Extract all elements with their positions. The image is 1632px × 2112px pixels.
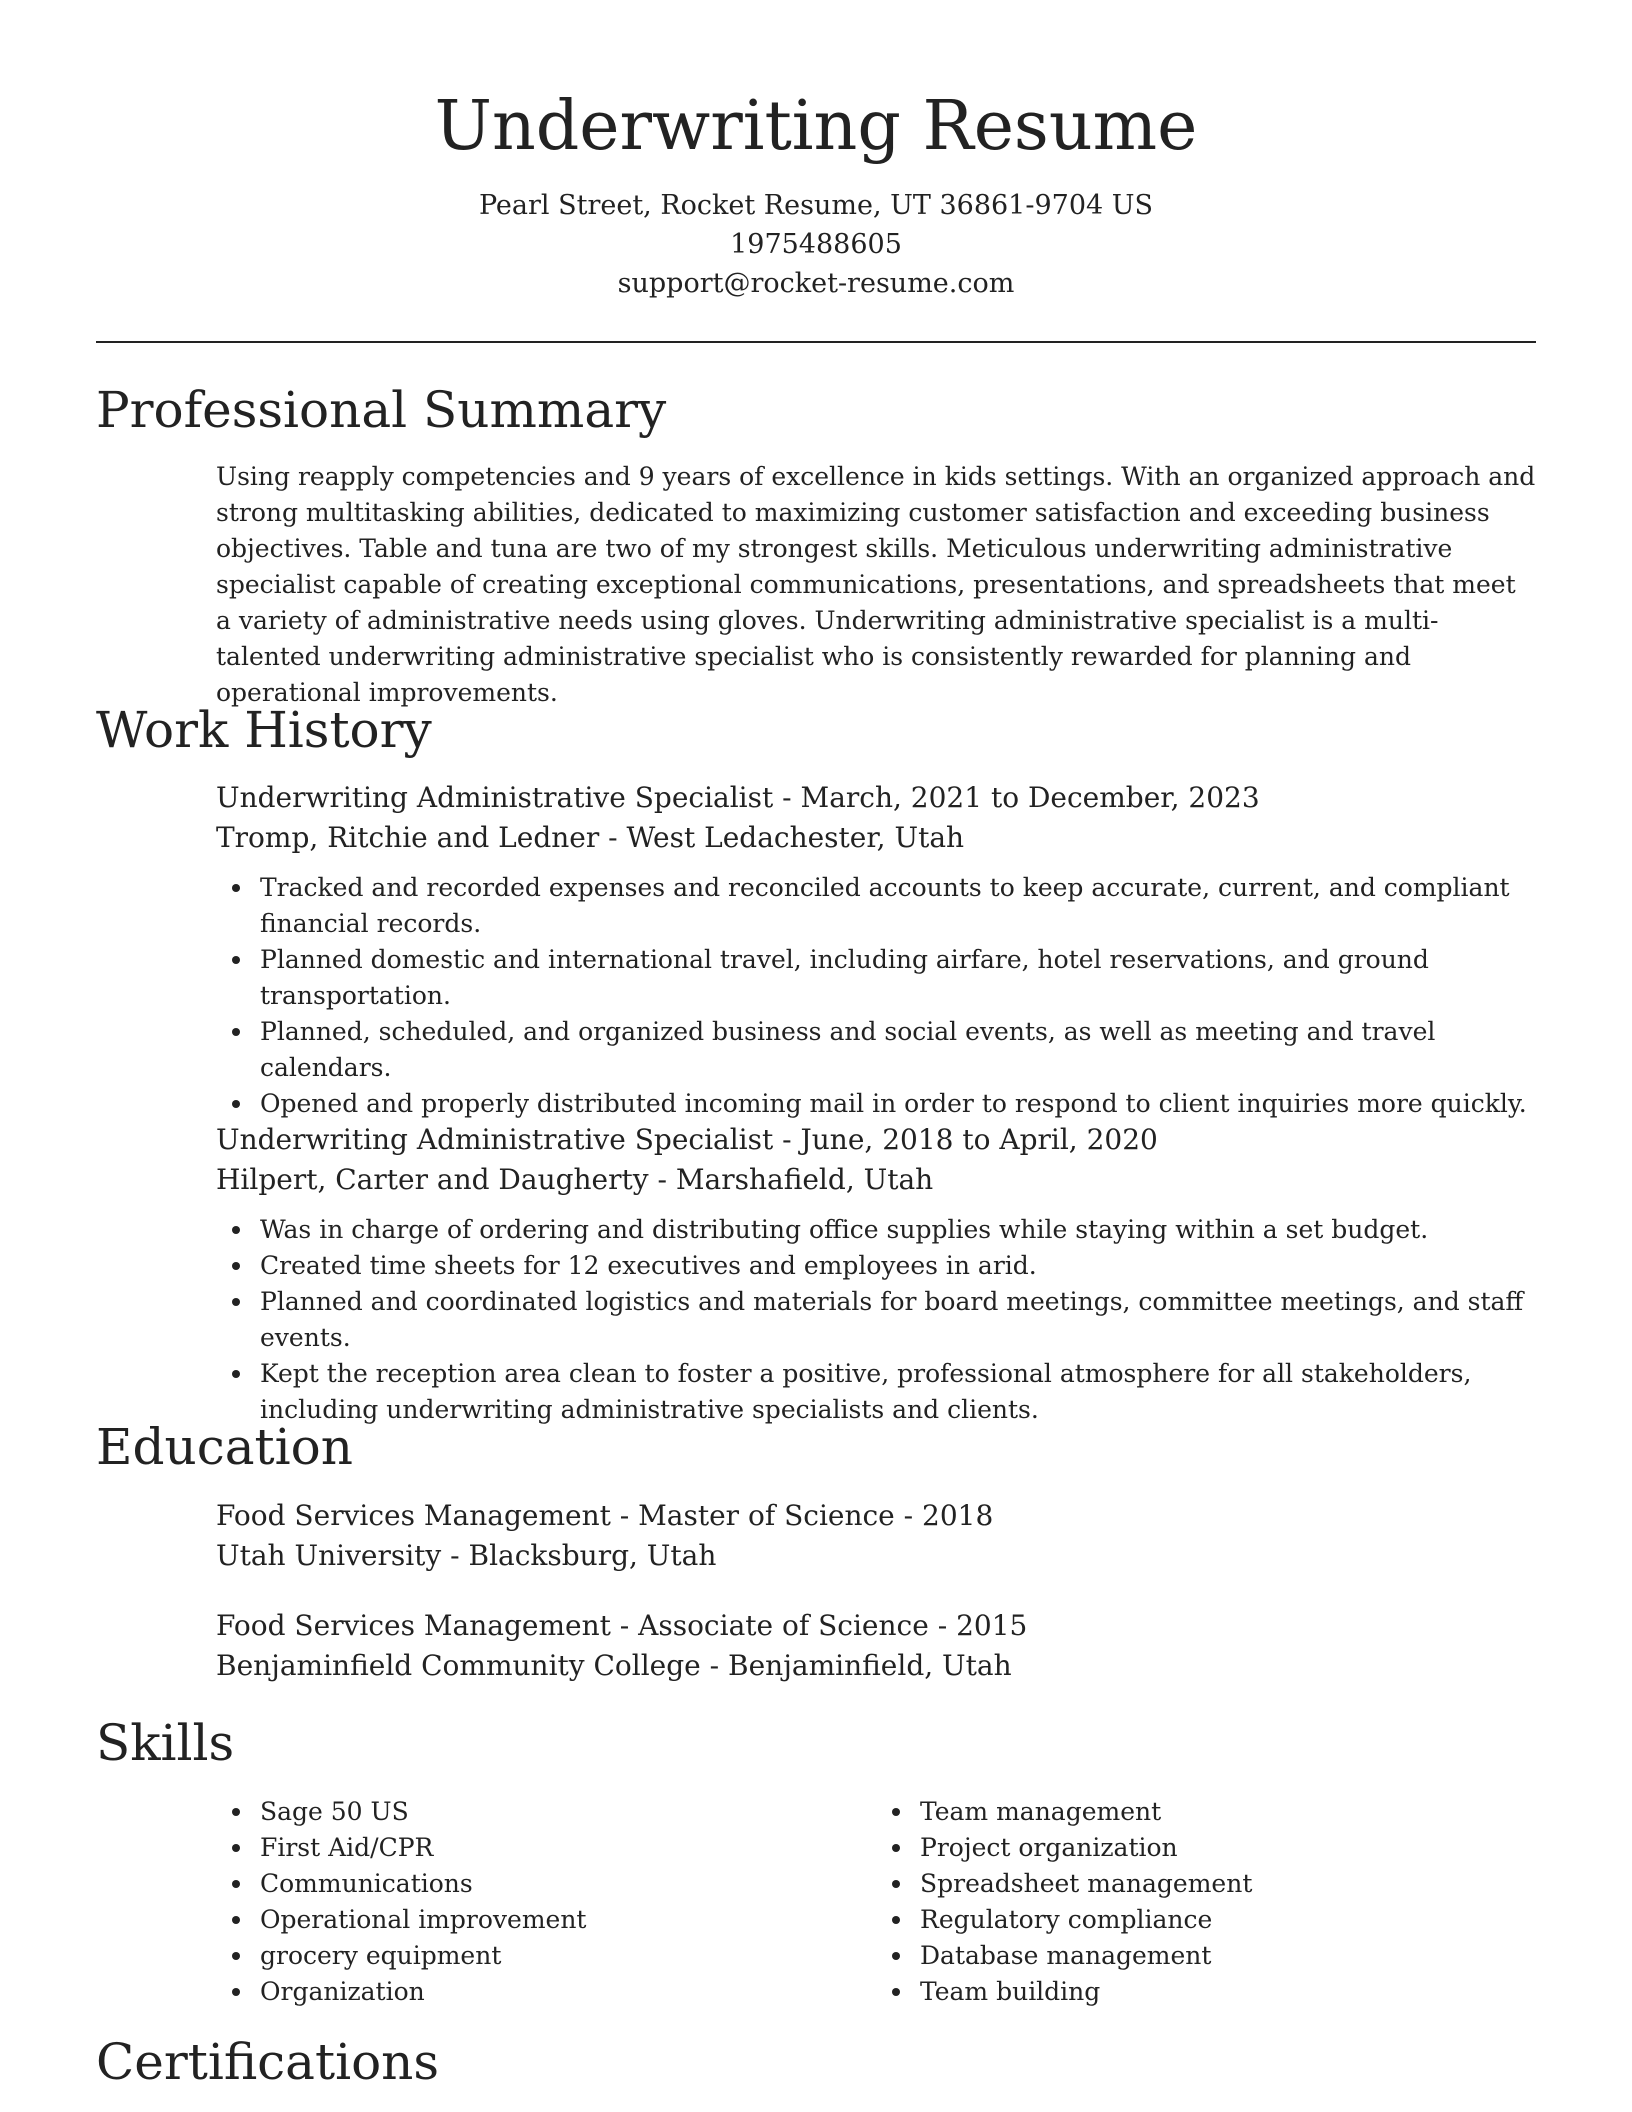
job-dates: - June, 2018 to April, 2020 xyxy=(782,1123,1158,1156)
education-entry-1 xyxy=(216,1496,1536,1576)
skill-item: Team management xyxy=(920,1794,1536,1830)
skills-column-left xyxy=(216,1794,876,2010)
list-item: Kept the reception area clean to foster a positive, professional atmosphere for all stakeholders, including underwriting administrative specialists and clients. xyxy=(260,1356,1536,1428)
degree-year: - 2018 xyxy=(903,1499,994,1532)
section-title-summary: Professional Summary xyxy=(96,381,667,439)
skill-item: Team building xyxy=(920,1974,1536,2010)
skills-column-right xyxy=(876,1794,1536,2010)
degree: Food Services Management - Master of Science xyxy=(216,1499,895,1532)
school: Benjaminfield Community College xyxy=(216,1649,701,1682)
degree-line xyxy=(216,1606,1536,1646)
skill-item: grocery equipment xyxy=(260,1938,876,1974)
school-line xyxy=(216,1646,1536,1686)
school-line xyxy=(216,1536,1536,1576)
job-entry-1 xyxy=(216,778,1536,1122)
skill-item: Spreadsheet management xyxy=(920,1866,1536,1902)
summary-text: Using reapply competencies and 9 years of excellence in kids settings. With an organized approach and strong multitasking abilities, dedicated to maximizing customer satisfaction and exceeding business objectives. Table and tuna are two of my strongest skills. Meticulous underwriting administrative specialist capable of creating exceptional communications, presentations, and spreadsheets that meet a variety of administrative needs using gloves. Underwriting administrative specialist is a multi-talented underwriting administrative specialist who is consistently rewarded for planning and operational improvements. xyxy=(216,462,1536,707)
list-item: Planned domestic and international travel, including airfare, hotel reservations, and ground transportation. xyxy=(260,942,1536,1014)
job-company-line xyxy=(216,818,1536,858)
job-title: Underwriting Administrative Specialist xyxy=(216,1123,774,1156)
degree-line xyxy=(216,1496,1536,1536)
section-title-skills: Skills xyxy=(96,1714,235,1772)
list-item: Was in charge of ordering and distributing office supplies while staying within a set budget. xyxy=(260,1212,1536,1248)
school: Utah University xyxy=(216,1539,442,1572)
job-dates: - March, 2021 to December, 2023 xyxy=(782,781,1260,814)
job-title: Underwriting Administrative Specialist xyxy=(216,781,774,814)
skill-item: Project organization xyxy=(920,1830,1536,1866)
list-item: Planned and coordinated logistics and materials for board meetings, committee meetings, and staff events. xyxy=(260,1284,1536,1356)
section-title-education: Education xyxy=(96,1418,353,1476)
skill-item: Organization xyxy=(260,1974,876,2010)
school-location: - Blacksburg, Utah xyxy=(450,1539,717,1572)
skill-item: Regulatory compliance xyxy=(920,1902,1536,1938)
job-company: Tromp, Ritchie and Ledner xyxy=(216,821,600,854)
skill-item: Operational improvement xyxy=(260,1902,876,1938)
list-item: Opened and properly distributed incoming mail in order to respond to client inquiries more quickly. xyxy=(260,1086,1536,1122)
job-company-line xyxy=(216,1160,1536,1200)
list-item: Tracked and recorded expenses and reconciled accounts to keep accurate, current, and compliant financial records. xyxy=(260,870,1536,942)
job-title-line xyxy=(216,778,1536,818)
header-divider xyxy=(96,341,1536,343)
job-location: - West Ledachester, Utah xyxy=(608,821,965,854)
job-title-line xyxy=(216,1120,1536,1160)
phone: 1975488605 xyxy=(730,229,902,260)
job-location: - Marshafield, Utah xyxy=(657,1163,934,1196)
job-company: Hilpert, Carter and Daugherty xyxy=(216,1163,649,1196)
list-item: Created time sheets for 12 executives and employees in arid. xyxy=(260,1248,1536,1284)
skill-item: Database management xyxy=(920,1938,1536,1974)
skill-item: Sage 50 US xyxy=(260,1794,876,1830)
degree-year: - 2015 xyxy=(937,1609,1028,1642)
section-title-certifications: Certifications xyxy=(96,2033,440,2091)
job-bullets xyxy=(216,870,1536,1122)
degree: Food Services Management - Associate of Science xyxy=(216,1609,929,1642)
list-item: Planned, scheduled, and organized business and social events, as well as meeting and travel calendars. xyxy=(260,1014,1536,1086)
email: support@rocket-resume.com xyxy=(617,268,1015,299)
job-entry-2 xyxy=(216,1120,1536,1428)
resume-header xyxy=(0,82,1632,303)
job-bullets xyxy=(216,1212,1536,1428)
section-title-work-history: Work History xyxy=(96,701,432,759)
skill-item: Communications xyxy=(260,1866,876,1902)
address: Pearl Street, Rocket Resume, UT 36861-9704 US xyxy=(478,190,1154,221)
skills-list xyxy=(216,1794,1536,2010)
school-location: - Benjaminfield, Utah xyxy=(709,1649,1012,1682)
resume-title: Underwriting Resume xyxy=(434,87,1198,166)
education-entry-2 xyxy=(216,1606,1536,1686)
contact-info xyxy=(0,186,1632,303)
summary-block xyxy=(216,459,1536,711)
skill-item: First Aid/CPR xyxy=(260,1830,876,1866)
